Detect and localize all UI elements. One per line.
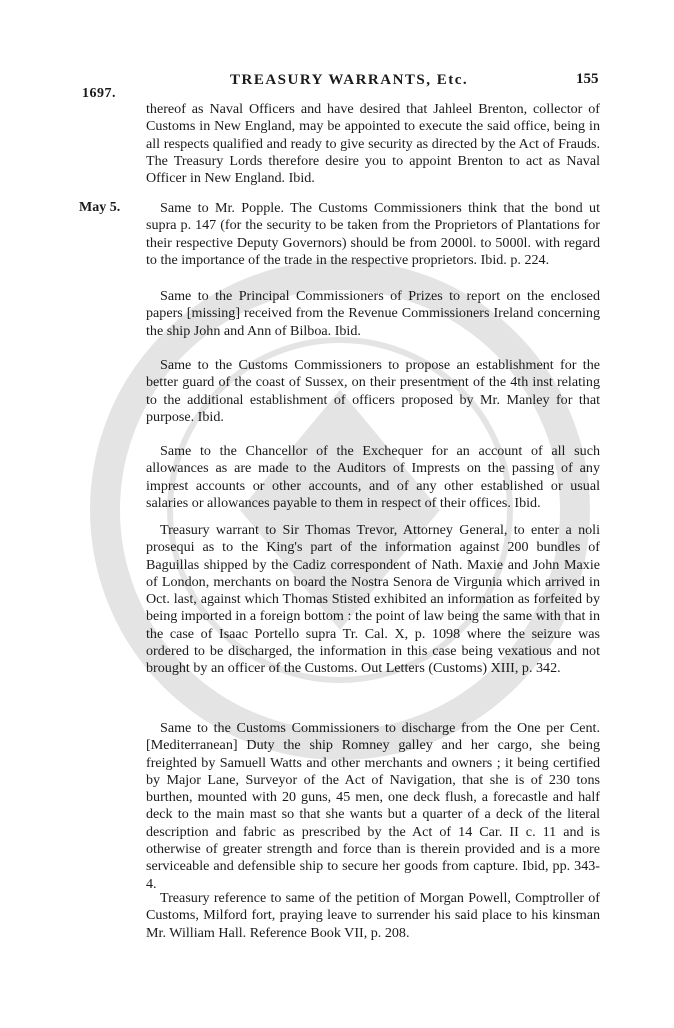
paragraph-continuation: thereof as Naval Officers and have desired that Jahleel Brenton, collector of Customs in New England, may be appointed to execute the said office, being in all respects qualified and ready to give security as directed by the Act of Frauds. The Treasury Lords therefore desire you to appoint Brenton to act as Naval Officer in New England. Ibid. — [146, 101, 600, 187]
paragraph-prizes: Same to the Principal Commissioners of Prizes to report on the enclosed papers [missing] received from the Revenue Commissioners Ireland concerning the ship John and Ann of Bilboa. Ibid. — [146, 288, 600, 339]
paragraph-morgan-powell: Treasury reference to same of the petition of Morgan Powell, Comptroller of Customs, Milford fort, praying leave to surrender his said place to his kinsman Mr. William Hall. Reference Book VII, p. 208. — [146, 890, 600, 941]
running-head: TREASURY WARRANTS, Etc. — [230, 72, 469, 88]
paragraph-auditors: Same to the Chancellor of the Exchequer for an account of all such allowances as are made to the Auditors of Imprests on the passing of any imprest accounts or other accounts, and of any other established or usual salaries or allowances payable to them in respect of their offices. Ibid. — [146, 443, 600, 511]
page-number: 155 — [576, 71, 599, 87]
paragraph-romney-galley: Same to the Customs Commissioners to discharge from the One per Cent. [Mediterranean] Duty the ship Romney galley and her cargo, she being freighted by Samuell Watts and other merchants and owners ; it being certified by Major Lane, Surveyor of the Act of Navigation, that she is of 230 tons burthen, mounted with 20 guns, 45 men, one deck flush, a forecastle and half deck to the main mast so that she wants but a quarter of a deck of the literal description and fabric as prescribed by the Act of 14 Car. II c. 11 and is otherwise of greater strength and force than is therein provided and is a more serviceable and defensible ship to secure her goods from capture. Ibid, pp. 343-4. — [146, 720, 600, 892]
paragraph-trevor-warrant: Treasury warrant to Sir Thomas Trevor, Attorney General, to enter a noli prosequi as to the King's part of the information against 200 bundles of Baguillas shipped by the Cadiz correspondent of Nath. Maxie and John Maxie of London, merchants on board the Nostra Senora de Virgunia which arrived in Oct. last, against which Thomas Stisted exhibited an information as forfeited by being imported in a foreign bottom : the point of law being the same with that in the case of Isaac Portello supra Tr. Cal. X, p. 1098 where the seizure was ordered to be discharged, the information in this case being vexatious and not brought by an officer of the Customs. Out Letters (Customs) XIII, p. 342. — [146, 522, 600, 677]
paragraph-popple: Same to Mr. Popple. The Customs Commissioners think that the bond ut supra p. 147 (for the security to be taken from the Proprietors of Plantations for their respective Deputy Governors) should be from 2000l. to 5000l. with regard to the importance of the trade in the respective proprietors. Ibid. p. 224. — [146, 200, 600, 268]
year-label: 1697. — [82, 86, 116, 101]
paragraph-sussex: Same to the Customs Commissioners to propose an establishment for the better guard of the coast of Sussex, on their presentment of the 4th inst relating to the additional establishment of officers proposed by Mr. Manley for that purpose. Ibid. — [146, 357, 600, 425]
margin-date: May 5. — [79, 200, 121, 215]
